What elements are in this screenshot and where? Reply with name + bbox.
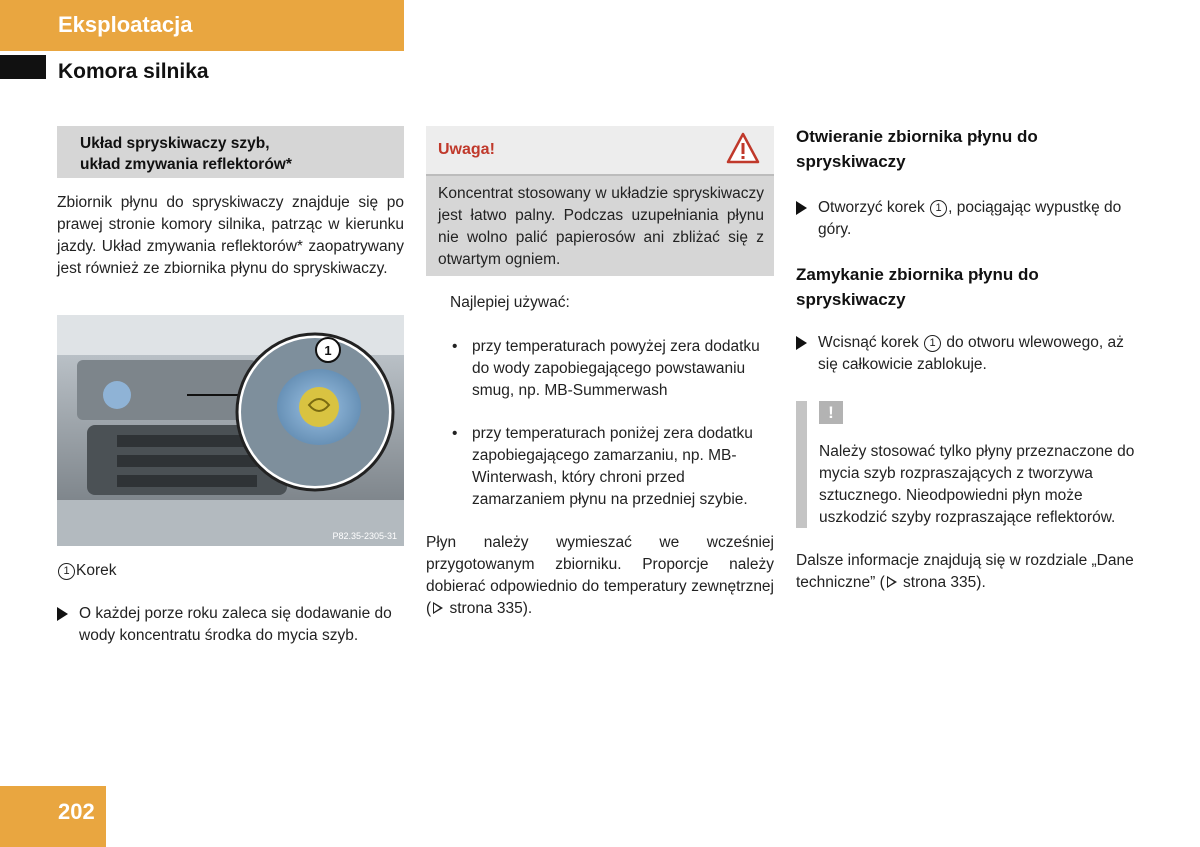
- open-step-text-end: , pociągając wypustkę do góry.: [818, 199, 1122, 238]
- close-step-number: 1: [924, 335, 941, 352]
- legend-number: 1: [58, 563, 75, 580]
- warning-box: [426, 126, 774, 276]
- page-number-tab: [0, 786, 106, 847]
- subheading-line-1: Układ spryskiwaczy szyb,: [80, 135, 270, 152]
- step-arrow-icon: [796, 201, 807, 215]
- photo-callout-number: 1: [324, 343, 332, 358]
- bullet-item: • przy temperaturach powyżej zera dodatku do wody zapobiegającego powstawaniu smug, np. MB-Summerwash: [450, 336, 774, 402]
- step-text: O każdej porze roku zaleca się dodawanie do wody koncentratu środka do mycia szyb.: [79, 605, 392, 644]
- legend-item: [57, 560, 404, 582]
- image-code: P82.35-2305-31: [332, 531, 397, 541]
- chapter-tab: [0, 0, 404, 51]
- note-text: Należy stosować tylko płyny przeznaczone do mycia szyb rozpraszających z tworzywa sztucznego. Nieodpowiedni płyn może uszkodzić szyby rozpraszające reflektorów.: [819, 443, 1135, 526]
- close-step: [796, 332, 1146, 376]
- mix-text-end: strona 335).: [445, 600, 533, 617]
- page-ref-arrow-icon: [887, 576, 897, 588]
- step-arrow-icon: [796, 336, 807, 350]
- legend-text: Korek: [76, 562, 117, 579]
- instruction-step: [57, 603, 404, 647]
- bullet-item: • przy temperaturach poniżej zera dodatku zapobiegającego zamarzaniu, np. MB-Winterwash, który chroni przed zamarzaniem płynu na przedniej szybie.: [450, 423, 774, 511]
- engine-photo: [57, 315, 404, 546]
- open-step: [796, 197, 1146, 241]
- more-info-text: Dalsze informacje znajdują się w rozdziale „Dane techniczne” (: [796, 552, 1134, 591]
- mix-text: Płyn należy wymieszać we wcześniej przygotowanym zbiorniku. Proporcje należy dobierać odpowiednio do temperatury zewnętrznej (: [426, 534, 774, 617]
- subheading-line-2: układ zmywania reflektorów*: [80, 156, 292, 173]
- page-number: 202: [58, 799, 95, 824]
- open-step-text: Otworzyć korek: [818, 199, 930, 216]
- open-heading: Otwieranie zbiornika płynu do spryskiwaczy: [796, 127, 1038, 171]
- close-heading: Zamykanie zbiornika płynu do spryskiwaczy: [796, 265, 1039, 309]
- chapter-title: Eksploatacja: [58, 12, 193, 37]
- open-step-number: 1: [930, 200, 947, 217]
- page-ref-arrow-icon: [433, 602, 443, 614]
- section-marker: [0, 55, 46, 79]
- section-title: Komora silnika: [58, 60, 209, 83]
- warning-text: Koncentrat stosowany w układzie spryskiwaczy jest łatwo palny. Podczas uzupełniania płynu nie wolno palić papierosów ani zbliżać się z otwartym ogniem.: [438, 185, 764, 268]
- mix-paragraph: [426, 532, 774, 620]
- note-symbol-box: [819, 401, 843, 424]
- step-arrow-icon: [57, 607, 68, 621]
- intro-paragraph: Zbiornik płynu do spryskiwaczy znajduje się po prawej stronie komory silnika, patrząc w kierunku jazdy. Układ zmywania reflektorów* zaopatrywany jest również ze zbiornika płynu do spryskiwaczy.: [57, 194, 404, 277]
- subheading-box: [57, 126, 404, 178]
- note-bar: [796, 401, 807, 528]
- more-info-text-end: strona 335).: [898, 574, 986, 591]
- note-exclamation-icon: !: [828, 403, 834, 422]
- close-step-text: Wcisnąć korek: [818, 334, 924, 351]
- close-step-text-end: do otworu wlewowego, aż się całkowicie zablokuje.: [818, 334, 1124, 373]
- warning-title: Uwaga!: [438, 141, 495, 158]
- warning-triangle-icon: [726, 132, 760, 164]
- more-info: [796, 550, 1146, 594]
- best-use-label: Najlepiej używać:: [450, 294, 570, 311]
